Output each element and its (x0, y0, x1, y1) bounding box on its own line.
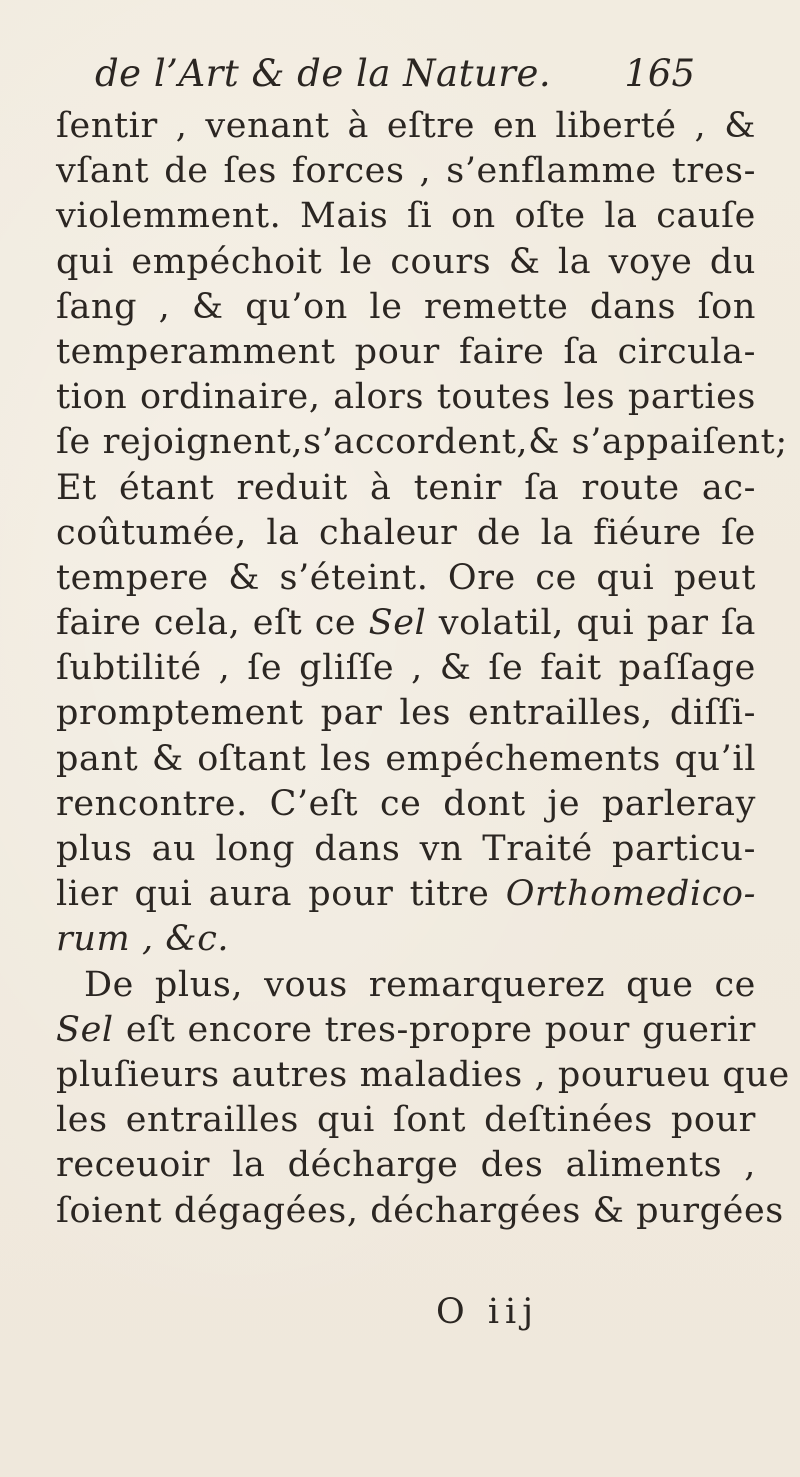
body-text (56, 104, 790, 1234)
text-fragment: rum , &c. (56, 919, 230, 960)
italic-term-sel: Sel (368, 603, 427, 644)
text-line: ſoient dégagées, déchargées & purgées (56, 1190, 784, 1231)
text-line: qui empéchoit le cours & la voye du (56, 241, 756, 282)
text-fragment: eſt encore tres-propre pour guerir (125, 1009, 756, 1050)
text-line: De plus, vous remarquerez que ce (84, 964, 756, 1005)
text-line: receuoir la décharge des aliments , (56, 1145, 756, 1186)
signature-mark: O iij (436, 1292, 540, 1332)
text-line: les entrailles qui ſont deſtinées pour (56, 1100, 756, 1141)
text-fragment: faire cela, eſt ce (56, 603, 357, 644)
text-line (56, 601, 756, 646)
text-line: tion ordinaire, alors toutes les parties (56, 377, 756, 418)
text-line (56, 1008, 756, 1053)
text-fragment: lier qui aura pour titre (56, 874, 490, 915)
text-line: rencontre. C’eſt ce dont je parleray (56, 783, 756, 824)
page-number: 165 (624, 52, 695, 95)
text-line: promptement par les entrailles, diſſi- (56, 693, 756, 734)
text-fragment: volatil, qui par ſa (438, 603, 756, 644)
text-line (56, 917, 756, 962)
text-line (56, 872, 756, 917)
italic-term-sel: Sel (56, 1009, 114, 1050)
text-line: Et étant reduit à tenir ſa route ac- (56, 467, 756, 508)
text-line: pant & oſtant les empéchements qu’il (56, 738, 756, 779)
italic-title-ortho: Orthomedico- (505, 874, 756, 915)
text-line: ſentir , venant à eſtre en liberté , & (56, 106, 756, 146)
text-line: plus au long dans vn Traité particu- (56, 829, 756, 869)
text-line: ſubtilité , ſe gliſſe , & ſe fait paſſage (56, 648, 756, 689)
running-head (95, 52, 695, 100)
text-line: ſe rejoignent,s’accordent,& s’appaiſent; (56, 422, 788, 463)
text-line: vſant de ſes forces , s’enflamme tres- (56, 151, 756, 192)
text-line: pluſieurs autres maladies , pourueu que (56, 1054, 790, 1095)
running-head-title: de l’Art & de la Nature. (95, 52, 552, 95)
text-line: coûtumée, la chaleur de la fiéure ſe (56, 512, 756, 553)
text-line: temperamment pour faire ſa circula- (56, 331, 756, 372)
text-line: tempere & s’éteint. Ore ce qui peut (56, 557, 756, 598)
text-line: ſang , & qu’on le remette dans ſon (56, 286, 756, 327)
text-line: violemment. Mais ſi on oſte la cauſe (56, 196, 756, 237)
